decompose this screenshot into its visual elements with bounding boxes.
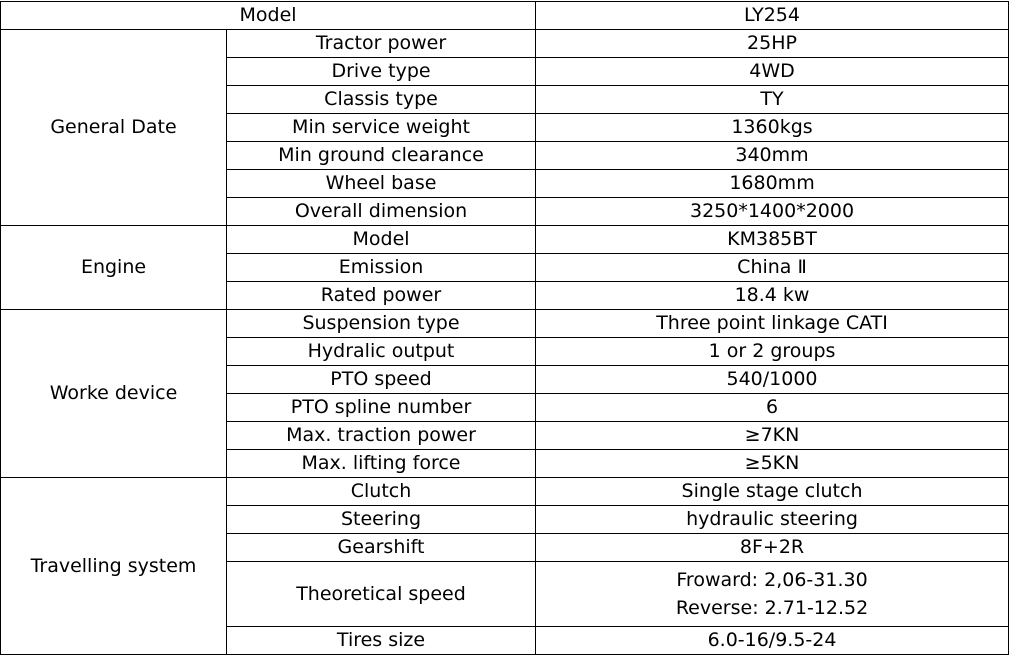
spec-label: Tires size <box>227 627 536 655</box>
spec-value: KM385BT <box>536 226 1009 254</box>
spec-label: Tractor power <box>227 30 536 58</box>
model-header-row <box>1 2 1009 30</box>
spec-value-multiline <box>536 562 1009 627</box>
spec-value: Single stage clutch <box>536 478 1009 506</box>
spec-value: 4WD <box>536 58 1009 86</box>
spec-value-line: Reverse: 2.71-12.52 <box>675 597 869 619</box>
spec-label: Min ground clearance <box>227 142 536 170</box>
spec-label: Max. traction power <box>227 422 536 450</box>
group-engine: Engine <box>1 226 227 310</box>
spec-value: 1 or 2 groups <box>536 338 1009 366</box>
spec-label: Rated power <box>227 282 536 310</box>
spec-value: 1680mm <box>536 170 1009 198</box>
spec-value: 18.4 kw <box>536 282 1009 310</box>
table-row <box>1 478 1009 506</box>
group-travelling-system: Travelling system <box>1 478 227 655</box>
spec-label: Theoretical speed <box>227 562 536 627</box>
spec-label: Min service weight <box>227 114 536 142</box>
group-worke-device: Worke device <box>1 310 227 478</box>
spec-value: 340mm <box>536 142 1009 170</box>
group-general-date: General Date <box>1 30 227 226</box>
spec-label: Emission <box>227 254 536 282</box>
spec-value: 8F+2R <box>536 534 1009 562</box>
spec-value: 3250*1400*2000 <box>536 198 1009 226</box>
spec-label: PTO spline number <box>227 394 536 422</box>
table-row <box>1 226 1009 254</box>
model-header-value: LY254 <box>536 2 1009 30</box>
spec-value: 6.0-16/9.5-24 <box>536 627 1009 655</box>
spec-label: Drive type <box>227 58 536 86</box>
spec-value: TY <box>536 86 1009 114</box>
spec-table <box>0 1 1009 655</box>
spec-value: China Ⅱ <box>536 254 1009 282</box>
spec-label: Classis type <box>227 86 536 114</box>
spec-label: Hydralic output <box>227 338 536 366</box>
table-row <box>1 30 1009 58</box>
spec-label: Gearshift <box>227 534 536 562</box>
spec-value: ≥5KN <box>536 450 1009 478</box>
spec-value: 6 <box>536 394 1009 422</box>
spec-label: Suspension type <box>227 310 536 338</box>
spec-label: Max. lifting force <box>227 450 536 478</box>
spec-value: 25HP <box>536 30 1009 58</box>
spec-label: Clutch <box>227 478 536 506</box>
spec-label: Overall dimension <box>227 198 536 226</box>
spec-value: 540/1000 <box>536 366 1009 394</box>
spec-value: Three point linkage CATI <box>536 310 1009 338</box>
spec-label: PTO speed <box>227 366 536 394</box>
spec-label: Wheel base <box>227 170 536 198</box>
spec-label: Steering <box>227 506 536 534</box>
spec-label: Model <box>227 226 536 254</box>
model-header-label: Model <box>1 2 536 30</box>
spec-value: hydraulic steering <box>536 506 1009 534</box>
spec-value: 1360kgs <box>536 114 1009 142</box>
spec-value: ≥7KN <box>536 422 1009 450</box>
spec-value-line: Froward: 2,06-31.30 <box>676 569 868 591</box>
table-row <box>1 310 1009 338</box>
